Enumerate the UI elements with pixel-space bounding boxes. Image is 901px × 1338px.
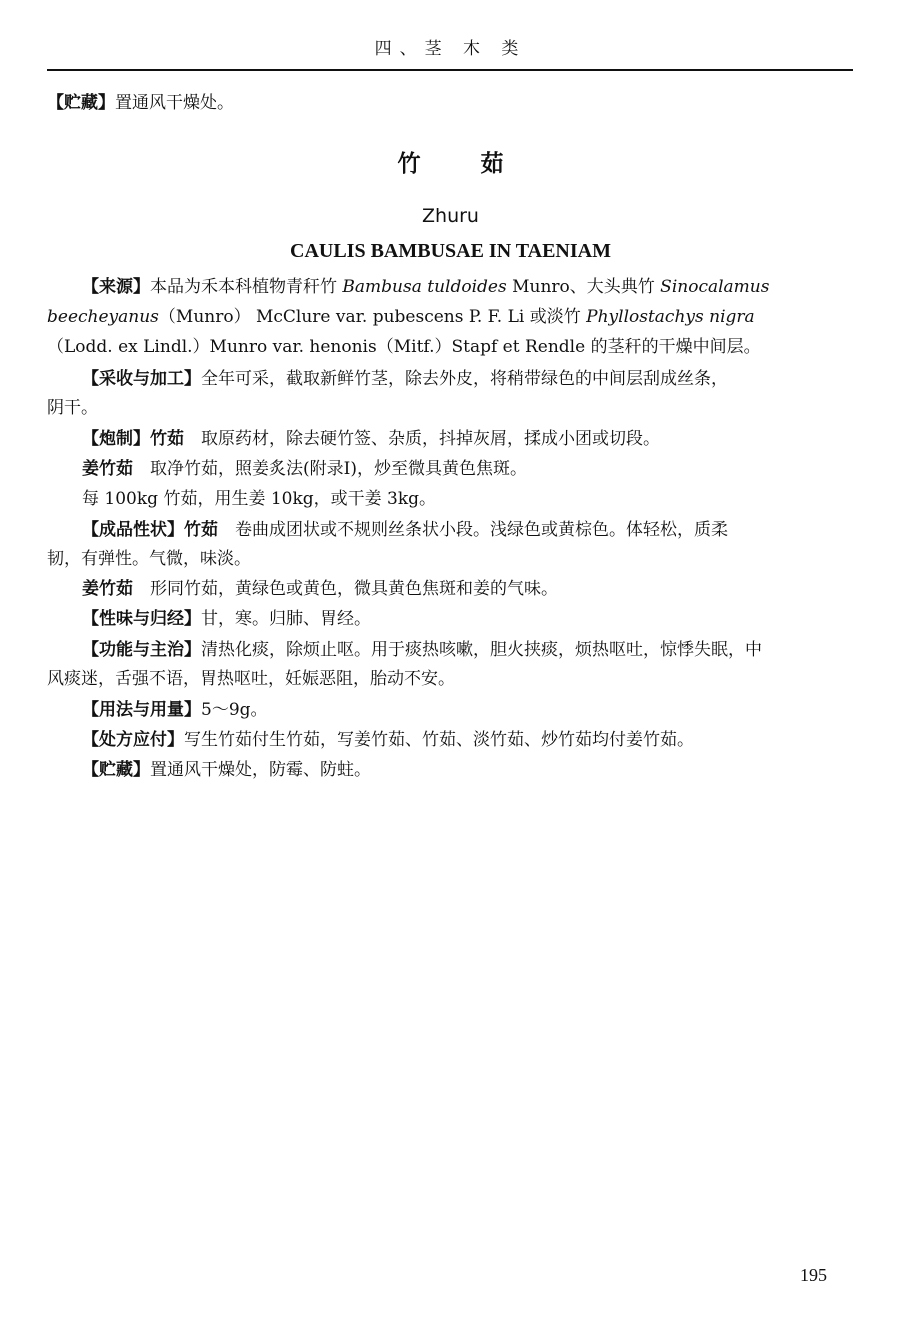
harvest-line-2: 阴干。: [47, 398, 98, 418]
source-tag: 【来源】: [82, 277, 150, 297]
function-line-1: [82, 638, 857, 662]
prev-storage-tag: 【贮藏】: [47, 93, 115, 113]
taste-text: 甘，寒。归肺、胃经。: [201, 609, 371, 629]
taste-line: [82, 607, 857, 631]
characteristics-line-3: [82, 577, 857, 601]
source-latin-1: Bambusa tuldoides: [342, 277, 507, 297]
processing-item1-text: 取原药材，除去硬竹签、杂质，抖掉灰屑，揉成小团或切段。: [184, 429, 660, 449]
taste-tag: 【性味与归经】: [82, 609, 201, 629]
processing-item2-name: 姜竹茹: [82, 459, 133, 479]
characteristics-line-2: 韧，有弹性。气微，味淡。: [47, 549, 251, 569]
prescription-tag: 【处方应付】: [82, 730, 184, 750]
storage-text: 置通风干燥处，防霉、防蛀。: [150, 760, 371, 780]
storage-line: [82, 758, 857, 782]
processing-note: 每 100kg 竹茹，用生姜 10kg，或干姜 3kg。: [82, 489, 437, 509]
processing-tag: 【炮制】: [82, 429, 150, 449]
dosage-line: [82, 698, 857, 722]
characteristics-tag: 【成品性状】: [82, 520, 184, 540]
prev-storage-text: 置通风干燥处。: [115, 93, 234, 113]
function-tag: 【功能与主治】: [82, 640, 201, 660]
source-text-1c: Munro、大头典竹: [506, 277, 661, 297]
running-head: 四、茎 木 类: [374, 39, 527, 59]
entry-title-latin: CAULIS BAMBUSAE IN TAENIAM: [290, 240, 611, 262]
prev-storage-line: [47, 91, 857, 115]
source-text-1a: 本品为禾本科植物青秆竹: [150, 277, 343, 297]
source-line-1: [82, 275, 857, 299]
characteristics-item1-name: 竹茹: [184, 520, 218, 540]
source-latin-3: beecheyanus: [47, 307, 159, 327]
prescription-line: [82, 728, 857, 752]
characteristics-item2-text: 形同竹茹，黄绿色或黄色，微具黄色焦斑和姜的气味。: [133, 579, 558, 599]
entry-title-cn: 竹茹: [397, 151, 564, 177]
source-latin-2: Sinocalamus: [660, 277, 770, 297]
processing-line-1: [82, 427, 857, 451]
dosage-text: 5～9g。: [201, 700, 268, 720]
processing-item2-text: 取净竹茹，照姜炙法(附录Ⅰ)，炒至微具黄色焦斑。: [133, 459, 527, 479]
harvest-line-1: [82, 367, 857, 391]
dosage-tag: 【用法与用量】: [82, 700, 201, 720]
prescription-text: 写生竹茹付生竹茹，写姜竹茹、竹茹、淡竹茹、炒竹茹均付姜竹茹。: [184, 730, 694, 750]
processing-item1-name: 竹茹: [150, 429, 184, 449]
header-rule: [47, 69, 853, 71]
source-line-3: （Lodd. ex Lindl.）Munro var. henonis（Mitf.）Stapf et Rendle 的茎秆的干燥中间层。: [47, 337, 761, 357]
source-latin-4: Phyllostachys nigra: [586, 307, 755, 327]
source-line-2: [47, 305, 857, 329]
characteristics-item2-name: 姜竹茹: [82, 579, 133, 599]
page-number: 195: [800, 1265, 827, 1285]
processing-line-2: [82, 457, 857, 481]
characteristics-line-1: [82, 518, 857, 542]
function-line-2: 风痰迷，舌强不语，胃热呕吐，妊娠恶阻，胎动不安。: [47, 669, 455, 689]
harvest-tag: 【采收与加工】: [82, 369, 201, 389]
harvest-text-1: 全年可采，截取新鲜竹茎，除去外皮，将稍带绿色的中间层刮成丝条，: [201, 369, 728, 389]
characteristics-item1-text: 卷曲成团状或不规则丝条状小段。浅绿色或黄棕色。体轻松，质柔: [218, 520, 728, 540]
source-text-2b: （Munro） McClure var. pubescens P. F. Li 或淡竹: [158, 307, 587, 327]
storage-tag: 【贮藏】: [82, 760, 150, 780]
function-text-1: 清热化痰，除烦止呕。用于痰热咳嗽，胆火挟痰，烦热呕吐，惊悸失眠，中: [201, 640, 762, 660]
entry-title-pinyin: Zhuru: [422, 205, 479, 227]
